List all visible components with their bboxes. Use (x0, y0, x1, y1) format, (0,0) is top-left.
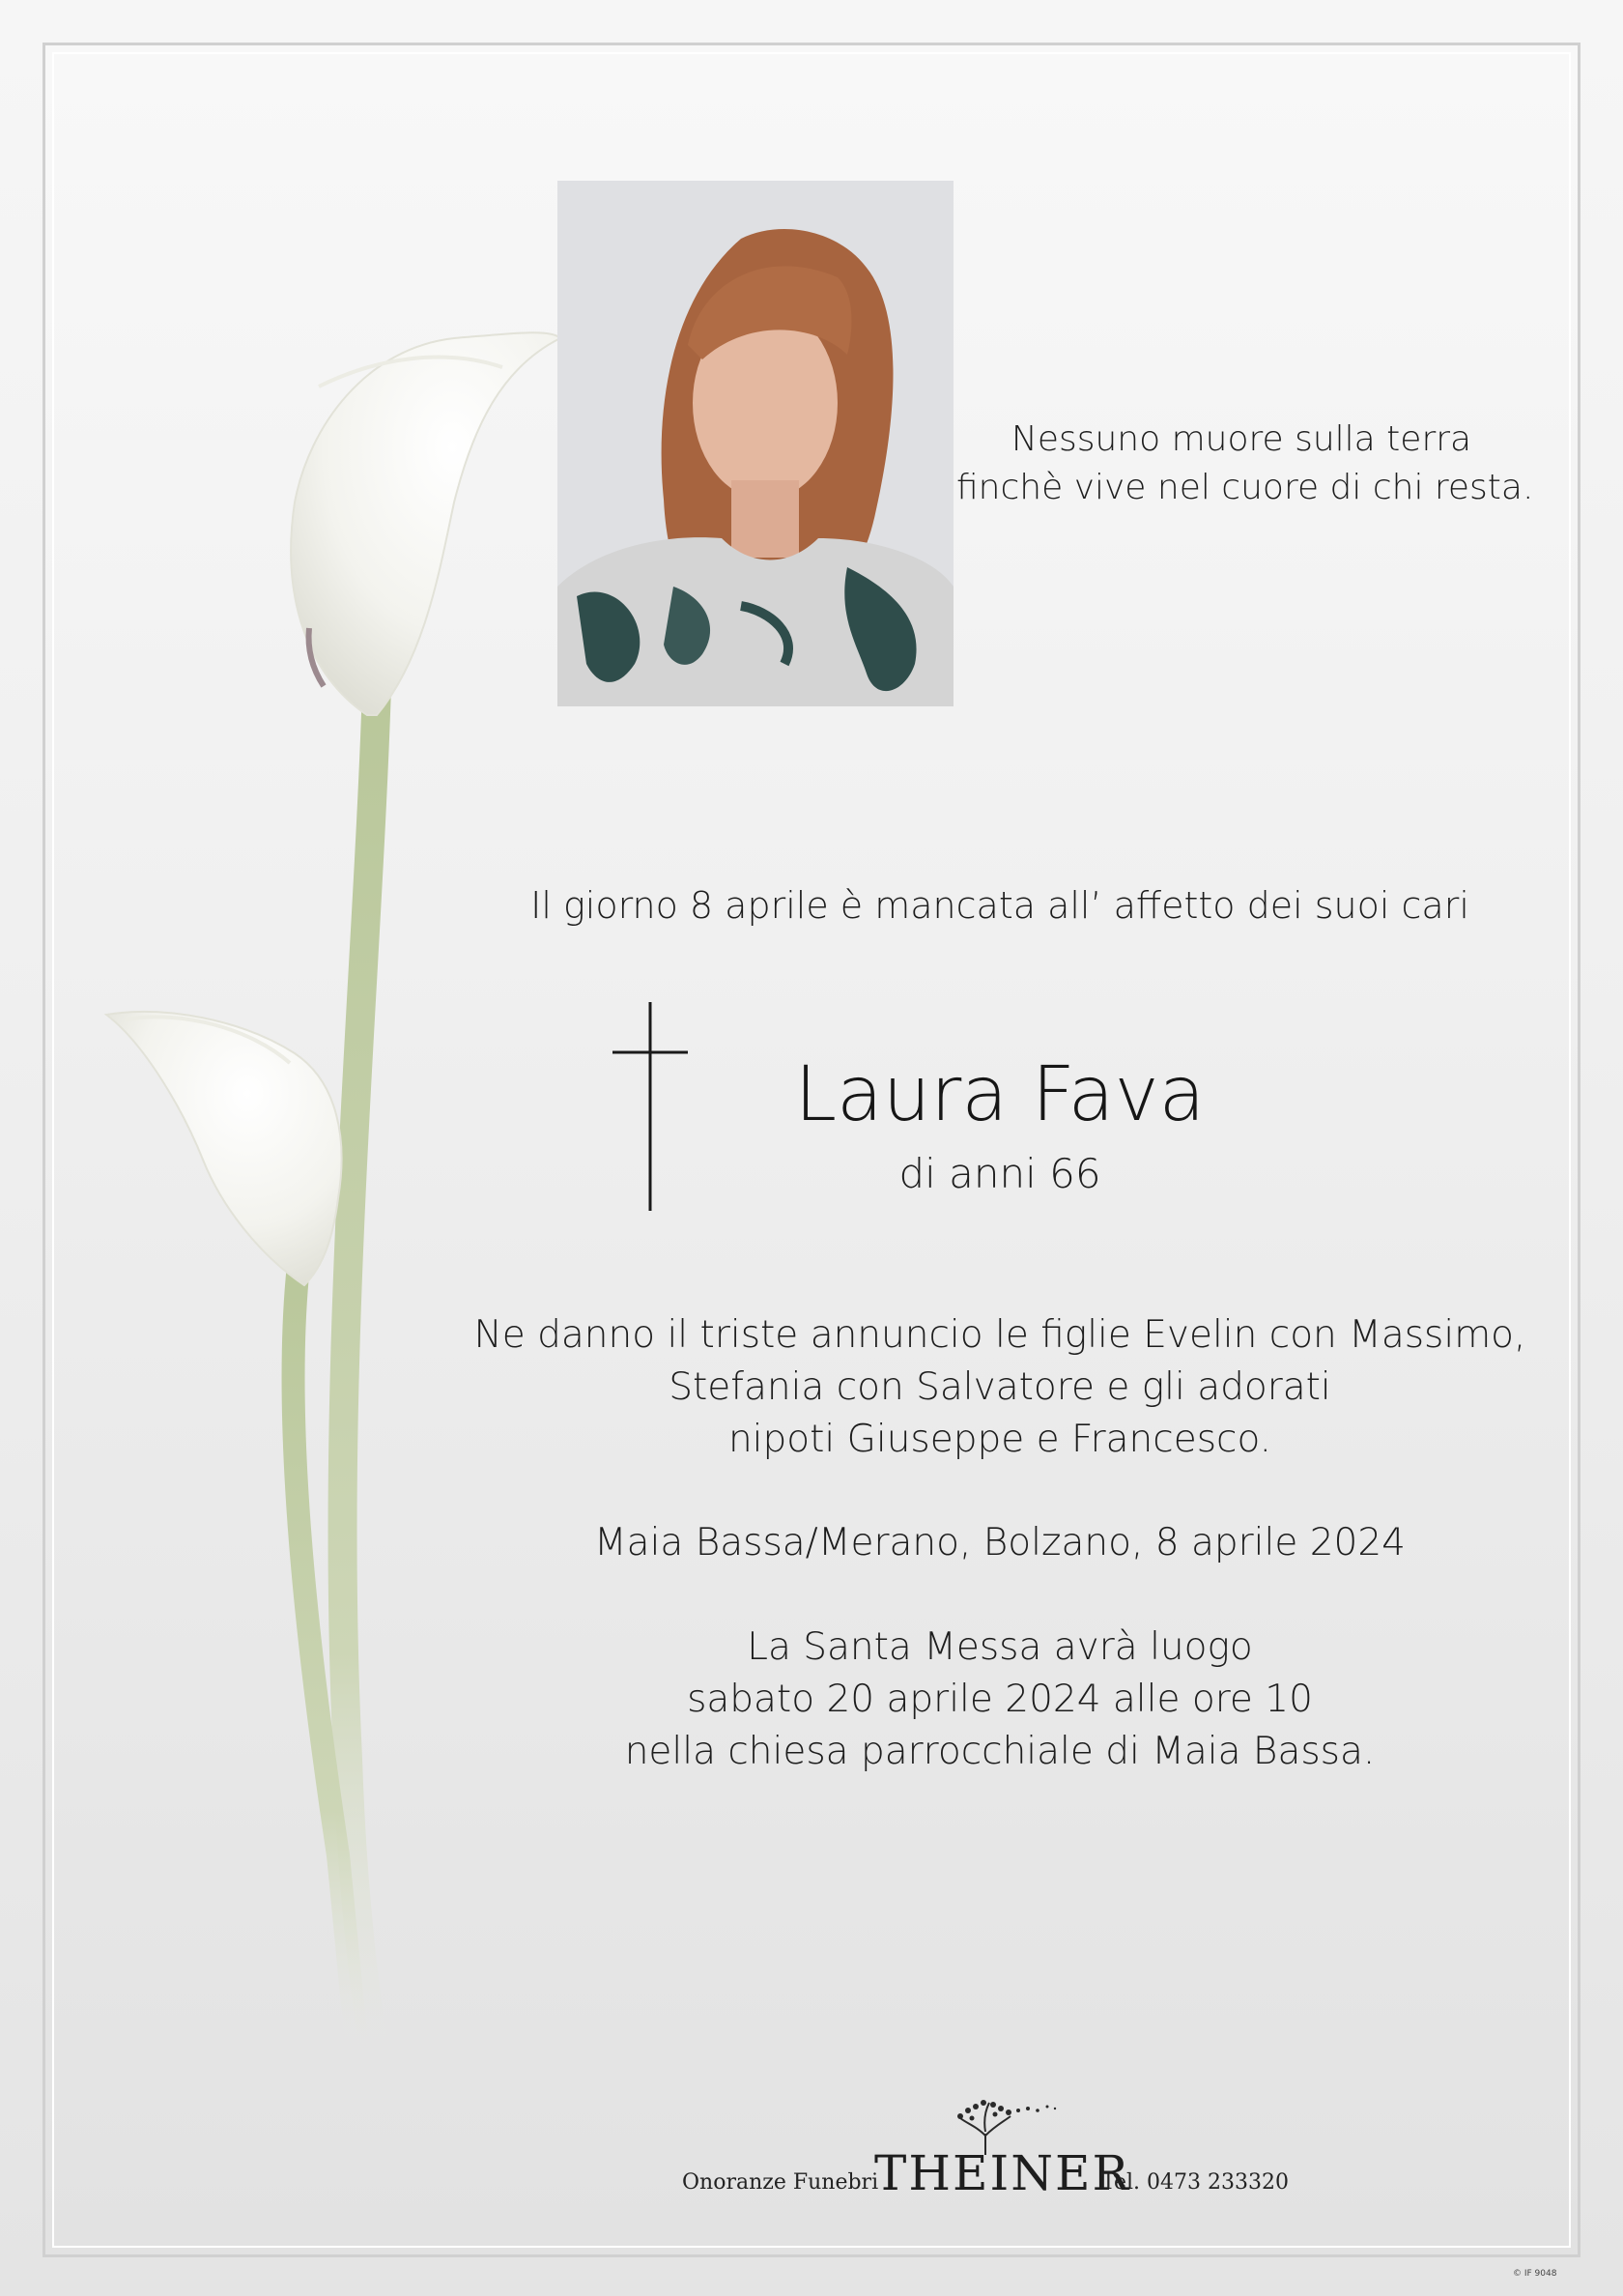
announcement-line-3: nipoti Giuseppe e Francesco. (727, 1418, 1272, 1461)
cross-icon (612, 1002, 688, 1211)
mass-info (415, 1622, 1584, 1778)
footer (580, 2097, 1314, 2203)
mass-line-3: nella chiesa parrocchiale di Maia Bassa. (624, 1730, 1376, 1773)
mass-line-2: sabato 20 aprile 2024 alle ore 10 (687, 1678, 1313, 1721)
deceased-name: Laura Fava (794, 1051, 1206, 1138)
quote-line-1: Nessuno muore sulla terra (1011, 419, 1472, 459)
deceased-age: di anni 66 (898, 1150, 1101, 1197)
footer-company-type: Onoranze Funebri (682, 2170, 879, 2195)
footer-phone: Tel. 0473 233320 (1101, 2170, 1289, 2195)
mass-line-1: La Santa Messa avrà luogo (747, 1625, 1253, 1669)
quote (956, 416, 1534, 512)
portrait-photo (557, 181, 954, 706)
footer-brand: THEINER (874, 2145, 1131, 2201)
announcement (415, 1309, 1584, 1466)
print-code: © IF 9048 (1513, 2269, 1557, 2279)
place-date: Maia Bassa/Merano, Bolzano, 8 aprile 2024 (594, 1521, 1406, 1564)
intro-text: Il giorno 8 aprile è mancata all’ affetto dei suoi cari (530, 884, 1469, 927)
calla-lily-decoration (87, 309, 589, 2068)
quote-line-2: finchè vive nel cuore di chi resta. (956, 468, 1534, 507)
announcement-line-1: Ne danno il triste annuncio le figlie Evelin con Massimo, (473, 1313, 1526, 1357)
announcement-line-2: Stefania con Salvatore e gli adorati (669, 1365, 1331, 1409)
